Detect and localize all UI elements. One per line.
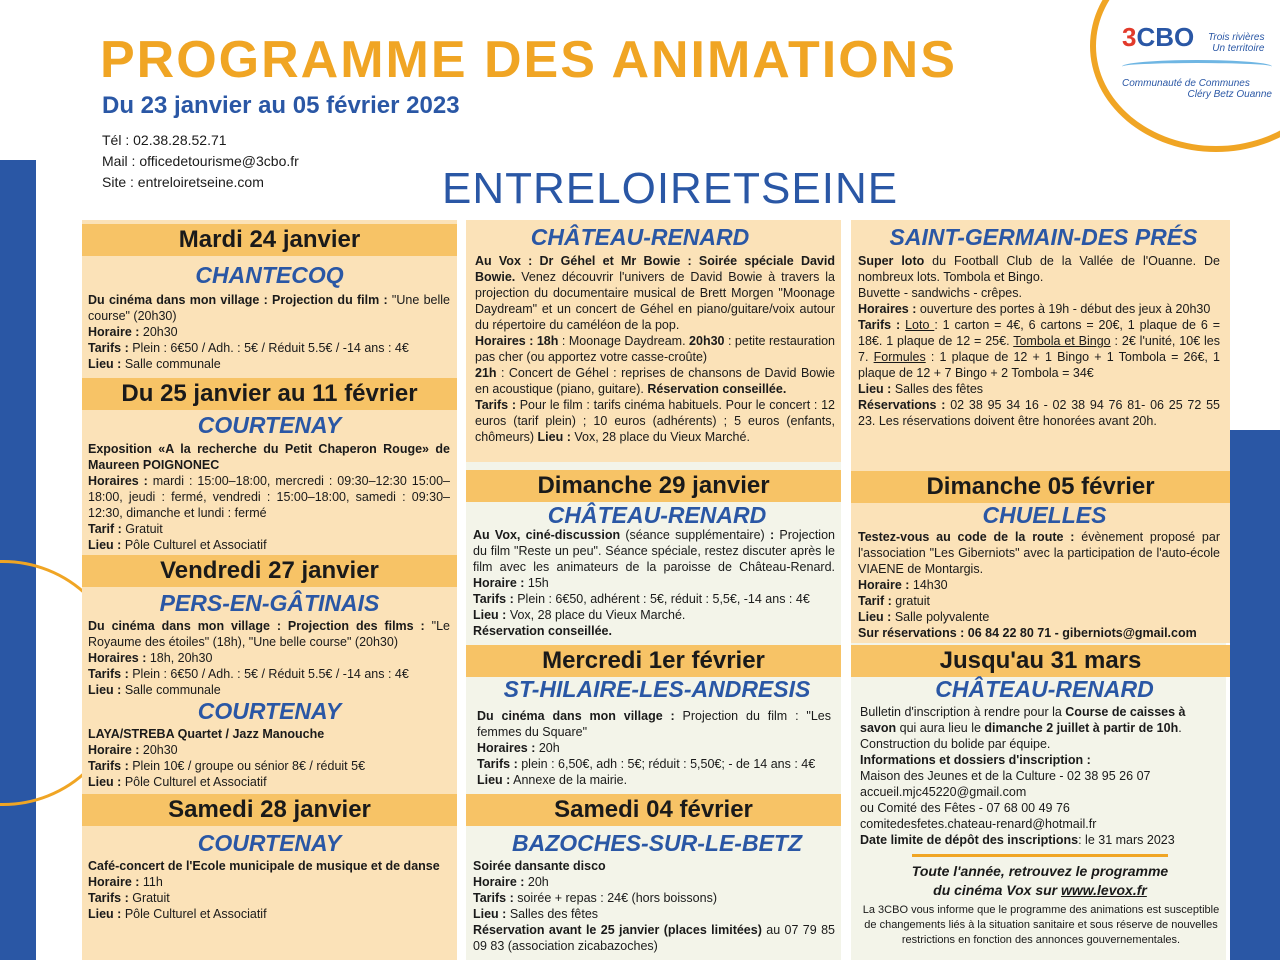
city-name: COURTENAY bbox=[197, 412, 342, 438]
logo-tagline: Trois rivières Un territoire bbox=[1208, 32, 1265, 54]
event-cine-discussion: Au Vox, ciné-discussion (séance supplémentaire) : Projection du film "Reste un peu". Séance spéciale, restez discuter après le film avec les animateurs de la paroisse de Château-Renard. Horaire : 15h Tarifs : Plein : 6€50, adhérent : 5€, réduit : 5,5€, -14 ans : 4€ Lieu : Vox, 28 place du Vieux Marché. Réservation conseillée. bbox=[473, 528, 835, 638]
date-range: Du 23 janvier au 05 février 2023 bbox=[102, 92, 460, 119]
event-bazoches: Soirée dansante disco Horaire : 20h Tarifs : soirée + repas : 24€ (hors boissons) Lieu : Salles des fêtes Réservation avant le 25 janvier (places limitées) au 07 79 85 09 83 (association zicabazoches) bbox=[473, 859, 835, 953]
event-pers: Du cinéma dans mon village : Projection des films : "Le Royaume des étoiles" (18h), "Une belle course" (20h30) Horaires : 18h, 20h30 Tarifs : Plein : 6€50 / Adh. : 5€ / Réduit 5.5€ / -14 ans : 4€ Lieu : Salle communale bbox=[88, 619, 450, 697]
event-courtenay-jazz: LAYA/STREBA Quartet / Jazz Manouche Horaire : 20h30 Tarifs : Plein 10€ / groupe ou sénior 8€ / réduit 5€ Lieu : Pôle Culturel et Associatif bbox=[88, 727, 366, 789]
city-name: CHANTECOQ bbox=[195, 262, 344, 288]
event-super-loto: Super loto du Football Club de la Vallée de l'Ouanne. De nombreux lots. Tombola et Bingo. Buvette - sandwichs - crêpes. Horaires : ouverture des portes à 19h - début des jeux à 20h30 Tarifs : Loto : 1 carton = 4€, 6 cartons = 20€, 1 plaque de 6 = 18€. 1 plaque de 12 = 25€. Tombola et Bingo : 2€ l'unité, 10€ les 7. Formules : 1 plaque de 12 + 1 Bingo + 1 Tombola = 26€, 1 plaque de 12 + 7 Bingo + 2 Tombola = 34€ Lieu : Salles des fêtes Réservations : 02 38 95 34 16 - 02 38 94 76 81- 06 25 72 55 23. Les réservations doivent être honorées avant 20h. bbox=[858, 254, 1221, 428]
date-header: Mercredi 1er février bbox=[466, 645, 841, 677]
date-header: Dimanche 05 février bbox=[851, 471, 1230, 503]
contact-mail: Mail : officedetourisme@3cbo.fr bbox=[102, 153, 299, 169]
date-header: Dimanche 29 janvier bbox=[466, 470, 841, 502]
contact-info bbox=[102, 130, 299, 193]
event-chuelles: Testez-vous au code de la route : évènement proposé par l'association "Les Giberniots" avec la participation de l'auto-école VIAENE de Montargis. Horaire : 14h30 Tarif : gratuit Lieu : Salle polyvalente Sur réservations : 06 84 22 80 71 - giberniots@gmail.com bbox=[858, 530, 1220, 640]
sanitary-notice: La 3CBO vous informe que le programme des animations est susceptible de changements liés à la situation sanitaire et sous réserve de nouvelles restrictions en fonction des annonces gouvernementales. bbox=[862, 904, 1220, 946]
city-name: COURTENAY bbox=[197, 830, 342, 856]
city-name: CHUELLES bbox=[982, 502, 1107, 528]
event-chantecoq: Du cinéma dans mon village : Projection du film : "Une belle course" (20h30) Horaire : 20h30 Tarifs : Plein : 6€50 / Adh. : 5€ / Réduit 5.5€ / -14 ans : 4€ Lieu : Salle communale bbox=[88, 293, 450, 371]
city-name: SAINT-GERMAIN-DES PRÉS bbox=[889, 224, 1198, 250]
date-header: Jusqu'au 31 mars bbox=[851, 645, 1230, 677]
event-bowie: Au Vox : Dr Géhel et Mr Bowie : Soirée spéciale David Bowie. Venez découvrir l'univers de David Bowie à travers la projection du documentaire musical de Brett Morgen "Moonage Daydream" et un concert de Géhel en piano/guitare/voix autour du répertoire du caméléon de la pop. Horaires : 18h : Moonage Daydream. 20h30 : petite restauration pas cher (ou apportez votre casse-croûte) 21h : Concert de Géhel : reprises de chansons de David Bowie en acoustique (piano, guitare). Réservation conseillée. Tarifs : Pour le film : tarifs cinéma habituels. Pour le concert : 12 euros (tarif plein) ; 10 euros (adhérents) ; 5 euros (enfants, chômeurs) Lieu : Vox, 28 place du Vieux Marché. bbox=[475, 254, 836, 444]
event-courtenay-expo: Exposition «A la recherche du Petit Chaperon Rouge» de Maureen POIGNONEC Horaires : mardi : 15:00–18:00, mercredi : 09:30–12:30 15:00–18:00, jeudi : fermé, vendredi : 15:00–18:00, samedi : 09:30–12:30, dimanche et lundi : fermé Tarif : Gratuit Lieu : Pôle Culturel et Associatif bbox=[88, 442, 450, 552]
logo-wave bbox=[1122, 60, 1272, 73]
contact-site: Site : entreloiretseine.com bbox=[102, 174, 264, 190]
date-header: Vendredi 27 janvier bbox=[82, 555, 457, 587]
city-name: CHÂTEAU-RENARD bbox=[547, 502, 767, 528]
city-name: BAZOCHES-SUR-LE-BETZ bbox=[511, 830, 803, 856]
date-header: Mardi 24 janvier bbox=[82, 224, 457, 256]
event-caisses-savon: Bulletin d'inscription à rendre pour la Course de caisses à savon qui aura lieu le dimanche 2 juillet à partir de 10h. Construction du bolide par équipe. Informations et dossiers d'inscription : Maison des Jeunes et de la Culture - 02 38 95 26 07 accueil.mjc45220@gmail.com ou Comité des Fêtes - 07 68 00 49 76 comitedesfetes.chateau-renard@hotmail.fr Date limite de dépôt des inscriptions: le 31 mars 2023 bbox=[860, 705, 1186, 847]
orange-divider bbox=[912, 854, 1168, 857]
cinema-vox-note: Toute l'année, retrouvez le programme du cinéma Vox sur www.levox.fr bbox=[911, 863, 1169, 898]
city-name: CHÂTEAU-RENARD bbox=[530, 224, 750, 250]
event-courtenay-cafe: Café-concert de l'Ecole municipale de musique et de danse Horaire : 11h Tarifs : Gratuit Lieu : Pôle Culturel et Associatif bbox=[88, 859, 440, 921]
date-header: Du 25 janvier au 11 février bbox=[82, 378, 457, 410]
page-title: PROGRAMME DES ANIMATIONS bbox=[100, 31, 957, 89]
logo-subtitle: Communauté de Communes Cléry Betz Ouanne bbox=[1122, 78, 1272, 100]
levox-link[interactable]: www.levox.fr bbox=[1061, 882, 1147, 898]
logo-3cbo: 3CBO bbox=[1122, 22, 1195, 52]
contact-tel: Tél : 02.38.28.52.71 bbox=[102, 132, 227, 148]
city-name: CHÂTEAU-RENARD bbox=[935, 676, 1154, 702]
brand-wordmark: ENTRELOIRETSEINE bbox=[442, 164, 899, 213]
date-header: Samedi 04 février bbox=[466, 794, 841, 826]
city-name: COURTENAY bbox=[197, 698, 342, 724]
city-name: ST-HILAIRE-LES-ANDRESIS bbox=[503, 676, 811, 702]
city-name: PERS-EN-GÂTINAIS bbox=[159, 590, 380, 616]
date-header: Samedi 28 janvier bbox=[82, 794, 457, 826]
event-st-hilaire: Du cinéma dans mon village : Projection du film : "Les femmes du Square" Horaires : 20h Tarifs : plein : 6,50€, adh : 5€; réduit : 5,50€; - de 14 ans : 4€ Lieu : Annexe de la mairie. bbox=[477, 709, 831, 787]
